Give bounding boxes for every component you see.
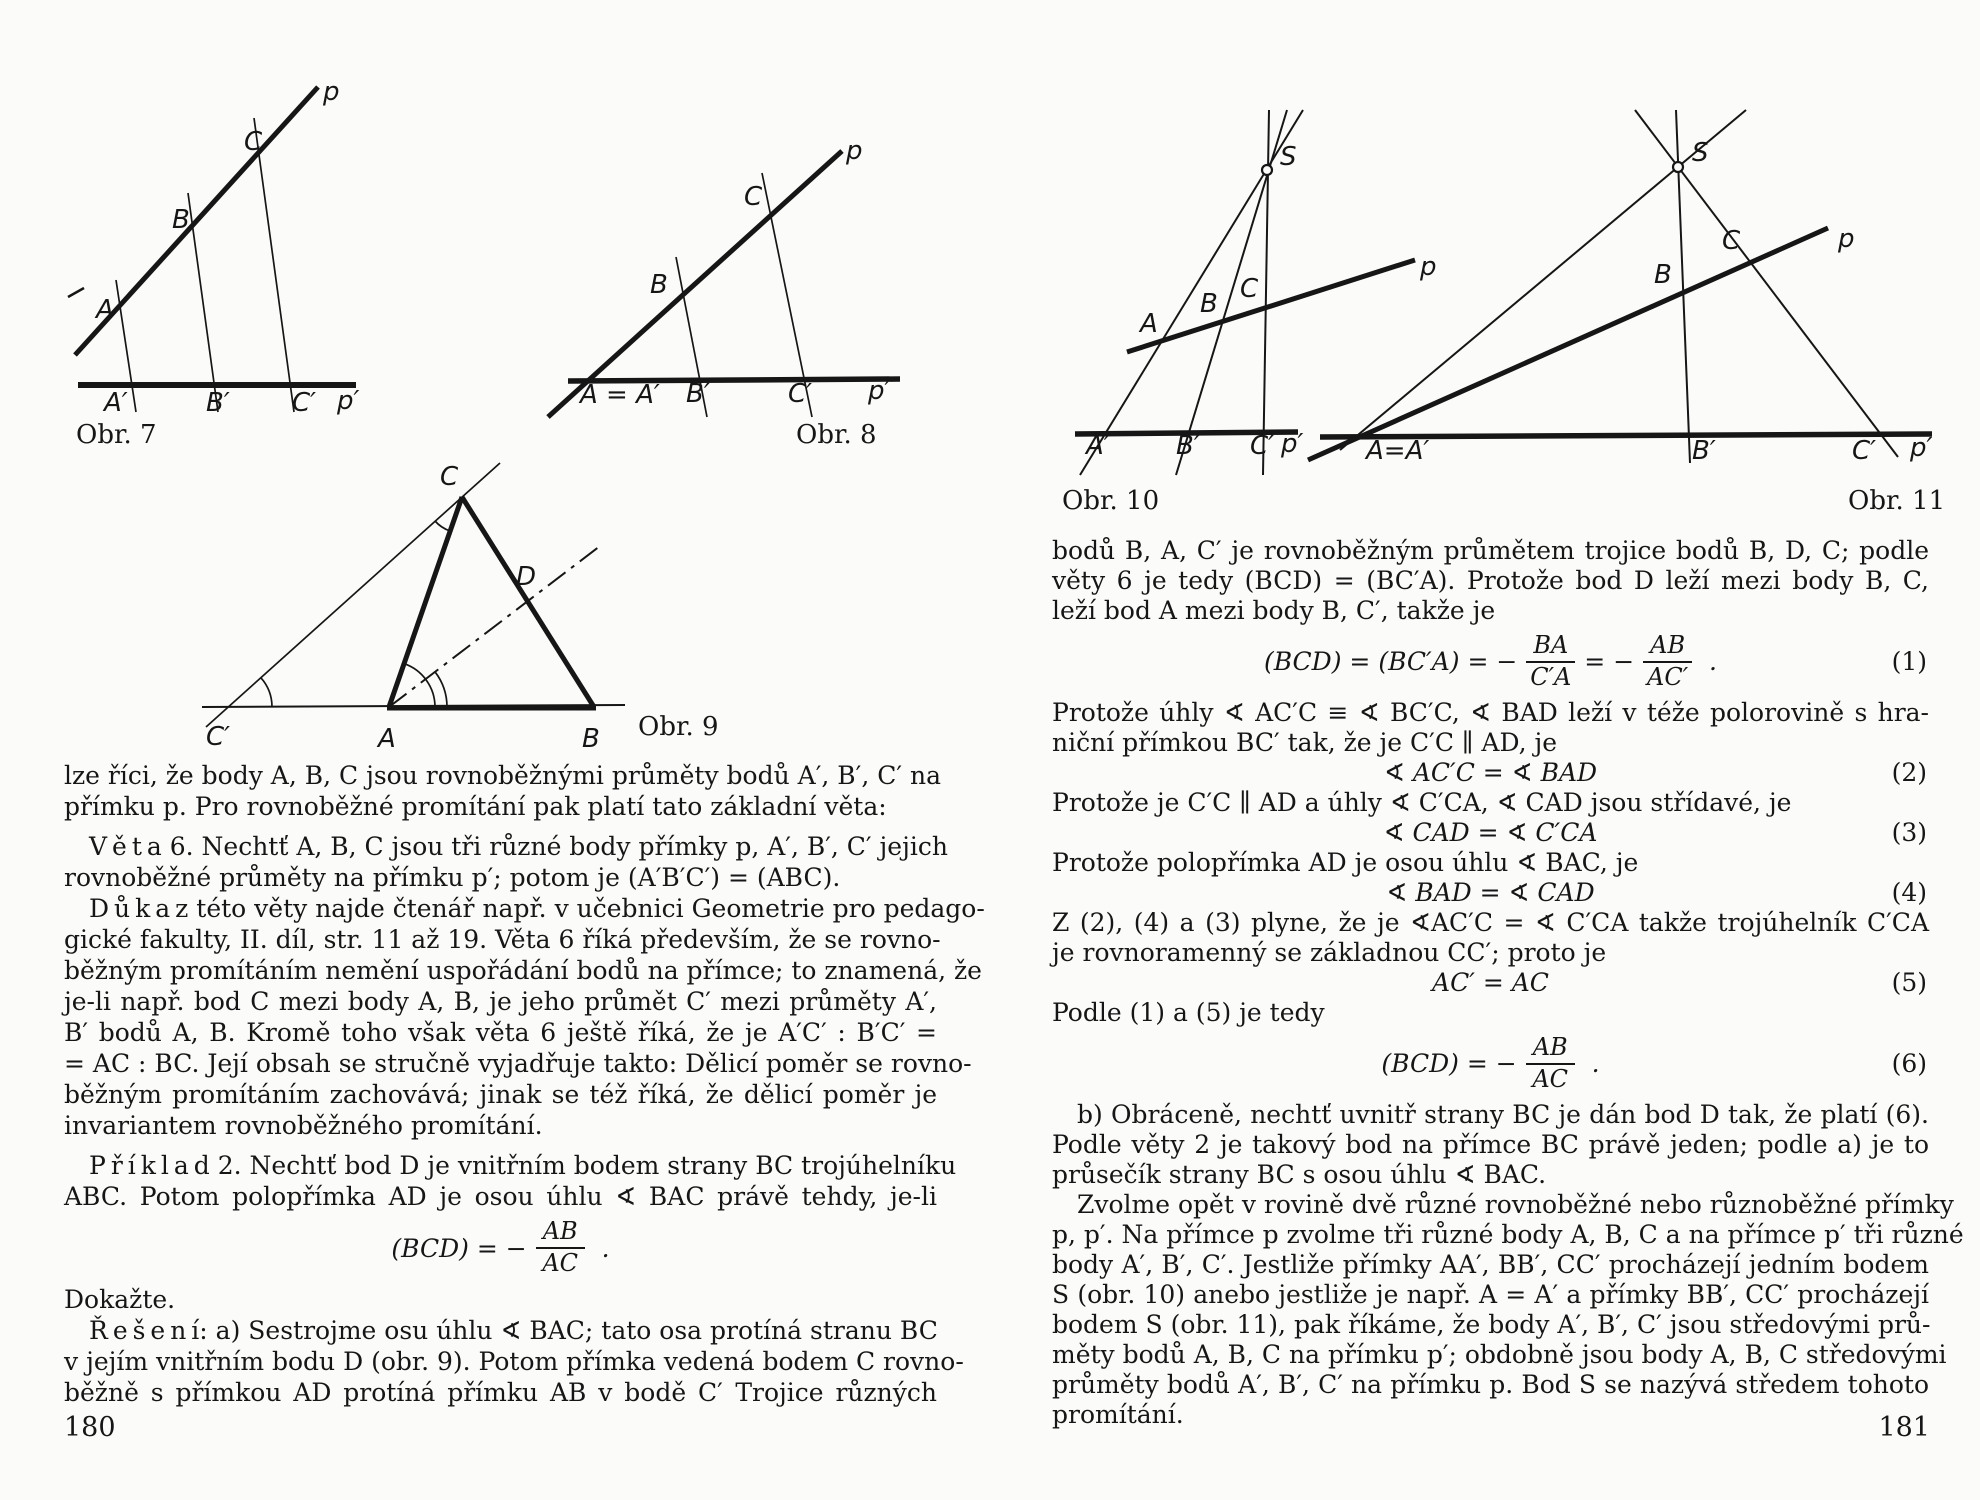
paragraph-dukaz xyxy=(64,893,985,1141)
angle-arc-a1 xyxy=(404,664,435,707)
text-line: je rovnoramenný se základnou CC′; proto je xyxy=(1052,938,1607,967)
paragraph-reseni xyxy=(64,1315,964,1408)
point-label-b-prime: B′ xyxy=(1176,431,1200,461)
point-label-c-prime: C′ xyxy=(1852,436,1877,466)
angle-arc-c-prime xyxy=(261,678,272,707)
stray-mark xyxy=(68,288,84,297)
figure-obr-7 xyxy=(60,70,380,460)
text-line: průsečík strany BC s osou úhlu ∢ BAC. xyxy=(1052,1160,1547,1189)
text-line: měty bodů A, B, C na přímku p′; obdobně jsou body A, B, C středovými xyxy=(1052,1340,1947,1369)
fraction xyxy=(536,1218,585,1277)
figure-caption-11: Obr. 11 xyxy=(1848,486,1946,516)
line-label-p-prime: p′ xyxy=(1910,433,1933,463)
line-label-p-prime: p′ xyxy=(1281,429,1304,459)
fraction xyxy=(1526,632,1575,691)
point-label-a-eq-a-prime: A = A′ xyxy=(580,380,660,410)
point-label-b-prime: B′ xyxy=(686,379,710,409)
equation-tag: (4) xyxy=(1891,878,1927,907)
text-line: D ů k a z této věty najde čtenář např. v učebnici Geometrie pro pedago- xyxy=(64,894,985,923)
point-label-d: D xyxy=(516,562,537,592)
paragraph xyxy=(64,760,941,822)
line-label-p: p xyxy=(1838,224,1855,254)
text-line: b) Obráceně, nechtť uvnitř strany BC je dán bod D tak, že platí (6). xyxy=(1052,1100,1929,1129)
text-line: Z (2), (4) a (3) plyne, že je ∢AC′C = ∢ C′CA takže trojúhelník C′CA xyxy=(1052,908,1929,937)
text-line: niční přímkou BC′ tak, že je C′C ∥ AD, je xyxy=(1052,728,1558,757)
fraction-denominator: AC′ xyxy=(1647,663,1689,691)
line-label-p: p xyxy=(323,77,340,107)
line-label-p: p xyxy=(846,136,863,166)
fraction-numerator: AB xyxy=(1526,1034,1575,1065)
point-label-b: B xyxy=(172,205,190,235)
text-line: průměty bodů A′, B′, C′ na přímku p. Bod S se nazývá středem tohoto xyxy=(1052,1370,1929,1399)
text-line: Protože polopřímka AD je osou úhlu ∢ BAC, je xyxy=(1052,848,1639,877)
point-label-s: S xyxy=(1280,142,1297,172)
equation-text: AC′ = AC xyxy=(1432,968,1549,997)
paragraph xyxy=(1052,998,1929,1028)
formula-6 xyxy=(1052,1030,1929,1098)
text-line: p, p′. Na přímce p zvolme tři různé body A, B, C a na přímce p′ tři různé xyxy=(1052,1220,1964,1249)
figure-obr-11 xyxy=(1300,85,1940,510)
center-point-s xyxy=(1262,165,1272,175)
fraction-numerator: AB xyxy=(536,1218,585,1249)
text-line: Protože je C′C ∥ AD a úhly ∢ C′CA, ∢ CAD jsou střídavé, je xyxy=(1052,788,1792,817)
left-text-column xyxy=(64,760,985,1408)
text-line: ABC. Potom polopřímka AD je osou úhlu ∢ BAC právě tehdy, je-li xyxy=(64,1182,937,1211)
point-label-c: C xyxy=(440,462,459,492)
point-label-b: B xyxy=(1654,260,1672,290)
equation-text: ∢ AC′C = ∢ BAD xyxy=(1383,758,1598,787)
text-line: v jejím vnitřním bodu D (obr. 9). Potom přímka vedená bodem C rovno- xyxy=(64,1347,964,1376)
triangle-side-ac xyxy=(389,497,462,707)
point-label-c: C xyxy=(1722,226,1741,256)
paragraph xyxy=(1052,848,1929,878)
equation-text: ∢ BAD = ∢ CAD xyxy=(1386,878,1595,907)
point-label-c-prime: C′ xyxy=(1250,431,1275,461)
formula-text: (BCD) = − xyxy=(391,1233,527,1263)
text-line: leží bod A mezi body B, C′, takže je xyxy=(1052,596,1496,625)
paragraph-zvolme xyxy=(1052,1190,1964,1430)
right-text-column xyxy=(1052,536,1964,1430)
text-line: B′ bodů A, B. Kromě toho však věta 6 ještě říká, že je A′C′ : B′C′ = xyxy=(64,1018,937,1047)
point-label-a-prime: A′ xyxy=(1086,431,1110,461)
paragraph-obracene xyxy=(1052,1100,1929,1190)
line-p xyxy=(1308,228,1828,460)
figure-obr-9 xyxy=(170,455,870,760)
point-label-c: C xyxy=(744,182,763,212)
fraction xyxy=(1526,1034,1575,1093)
point-label-s: S xyxy=(1692,138,1709,168)
fraction-denominator: AC xyxy=(542,1249,579,1277)
formula-text: . xyxy=(1583,1049,1600,1078)
formula-bcd xyxy=(64,1214,937,1282)
text-line: je-li např. bod C mezi body A, B, je jeho průmět C′ mezi průměty A′, xyxy=(64,987,937,1016)
text-line: promítání. xyxy=(1052,1400,1184,1429)
text-line: běžně s přímkou AD protíná přímku AB v bodě C′ Trojice různých xyxy=(64,1378,937,1407)
center-point-s xyxy=(1673,162,1683,172)
figure-caption-10: Obr. 10 xyxy=(1062,486,1160,516)
figure-caption-7: Obr. 7 xyxy=(76,420,157,450)
point-label-a-eq-a-prime: A=A′ xyxy=(1366,436,1430,466)
point-label-a: A xyxy=(96,295,114,325)
text-line: Dokažte. xyxy=(64,1285,176,1314)
text-line: bodů B, A, C′ je rovnoběžným průmětem trojice bodů B, D, C; podle xyxy=(1052,536,1929,565)
text-line: přímku p. Pro rovnoběžné promítání pak platí tato základní věta: xyxy=(64,792,887,821)
bisector-ad xyxy=(389,546,600,707)
ray-sa xyxy=(1340,110,1746,450)
text-line: invariantem rovnoběžného promítání. xyxy=(64,1111,543,1140)
point-label-b: B xyxy=(650,270,668,300)
text-line: Protože úhly ∢ AC′C ≡ ∢ BC′C, ∢ BAD leží v téže polorovině s hra- xyxy=(1052,698,1929,727)
page-number-right: 181 xyxy=(1878,1412,1930,1443)
text-line: bodem S (obr. 11), pak říkáme, že body A′, B′, C′ jsou středovými prů- xyxy=(1052,1310,1931,1339)
paragraph xyxy=(1052,698,1929,758)
equation-tag: (6) xyxy=(1891,1049,1927,1078)
formula-text: (BCD) = (BC′A) = − xyxy=(1263,647,1518,676)
equation-3 xyxy=(1052,818,1929,848)
text-line: V ě t a 6. Nechtť A, B, C jsou tři různé body přímky p, A′, B′, C′ jejich xyxy=(64,832,948,861)
formula-text: . xyxy=(1701,647,1718,676)
fraction-denominator: C′A xyxy=(1530,663,1572,691)
paragraph xyxy=(1052,788,1929,818)
point-label-c-prime: C′ xyxy=(206,722,231,752)
point-label-b: B xyxy=(582,724,600,754)
text-line: = AC : BC. Její obsah se stručně vyjadřuje takto: Dělicí poměr se rovno- xyxy=(64,1049,972,1078)
text-line: věty 6 je tedy (BCD) = (BC′A). Protože bod D leží mezi body B, C, xyxy=(1052,566,1929,595)
equation-tag: (1) xyxy=(1891,647,1927,676)
formula-1 xyxy=(1052,628,1929,696)
angle-arc-c xyxy=(435,521,450,531)
paragraph-dokazte xyxy=(64,1284,937,1315)
equation-text: ∢ CAD = ∢ C′CA xyxy=(1383,818,1598,847)
figure-caption-9: Obr. 9 xyxy=(638,712,719,742)
text-line: lze říci, že body A, B, C jsou rovnoběžnými průměty bodů A′, B′, C′ na xyxy=(64,761,941,790)
text-line: Podle věty 2 je takový bod na přímce BC právě jeden; podle a) je to xyxy=(1052,1130,1929,1159)
text-line: rovnoběžné průměty na přímku p′; potom je (A′B′C′) = (ABC). xyxy=(64,863,841,892)
figure-caption-8: Obr. 8 xyxy=(796,420,877,450)
text-line: body A′, B′, C′. Jestliže přímky AA′, BB′, CC′ procházejí jedním bodem xyxy=(1052,1250,1929,1279)
equation-2 xyxy=(1052,758,1929,788)
equation-tag: (5) xyxy=(1891,968,1927,997)
point-label-a: A xyxy=(1140,309,1158,339)
point-label-b-prime: B′ xyxy=(206,388,230,418)
angle-arc-a2 xyxy=(435,672,447,707)
point-label-a-prime: A′ xyxy=(104,388,128,418)
text-line: Podle (1) a (5) je tedy xyxy=(1052,998,1325,1027)
text-line: gické fakulty, II. díl, str. 11 až 19. Věta 6 říká především, že se rovno- xyxy=(64,925,941,954)
fraction-numerator: BA xyxy=(1526,632,1575,663)
point-label-c-prime: C′ xyxy=(292,388,317,418)
line-label-p-prime: p′ xyxy=(868,376,891,406)
text-line: Zvolme opět v rovině dvě různé rovnoběžné nebo různoběžné přímky xyxy=(1052,1190,1954,1219)
point-label-a: A xyxy=(378,724,396,754)
paragraph-veta-6 xyxy=(64,831,948,893)
equation-tag: (2) xyxy=(1891,758,1927,787)
paragraph xyxy=(1052,908,1929,968)
paragraph-priklad-2 xyxy=(64,1150,957,1212)
text-line: běžným promítáním zachovává; jinak se též říká, že dělicí poměr je xyxy=(64,1080,937,1109)
point-label-c-prime: C′ xyxy=(788,379,813,409)
formula-text: . xyxy=(593,1233,610,1263)
formula-text: (BCD) = − xyxy=(1381,1049,1517,1078)
line-c-prime-c xyxy=(206,463,500,727)
point-label-b: B xyxy=(1200,289,1218,319)
fraction xyxy=(1643,632,1692,691)
fraction-denominator: AC xyxy=(1532,1065,1569,1093)
paragraph xyxy=(1052,536,1929,626)
equation-tag: (3) xyxy=(1891,818,1927,847)
point-label-c: C xyxy=(244,127,263,157)
text-line: Ř e š e n í: a) Sestrojme osu úhlu ∢ BAC; tato osa protíná stranu BC xyxy=(64,1316,938,1345)
fraction-numerator: AB xyxy=(1643,632,1692,663)
point-label-c: C xyxy=(1240,274,1259,304)
formula-text: = − xyxy=(1584,647,1635,676)
projection-line-b xyxy=(188,193,218,412)
equation-4 xyxy=(1052,878,1929,908)
text-line: P ř í k l a d 2. Nechtť bod D je vnitřním bodem strany BC trojúhelníku xyxy=(64,1151,957,1180)
line-label-p-prime: p′ xyxy=(337,386,360,416)
text-line: běžným promítáním nemění uspořádání bodů na přímce; to znamená, že xyxy=(64,956,982,985)
line-label-p: p xyxy=(1420,252,1437,282)
page-number-left: 180 xyxy=(64,1412,116,1443)
projection-line-c xyxy=(254,118,294,412)
text-line: S (obr. 10) anebo jestliže je např. A = A′ a přímky BB′, CC′ procházejí xyxy=(1052,1280,1929,1309)
equation-5 xyxy=(1052,968,1929,998)
figure-obr-8 xyxy=(430,95,910,465)
point-label-b-prime: B′ xyxy=(1692,436,1716,466)
